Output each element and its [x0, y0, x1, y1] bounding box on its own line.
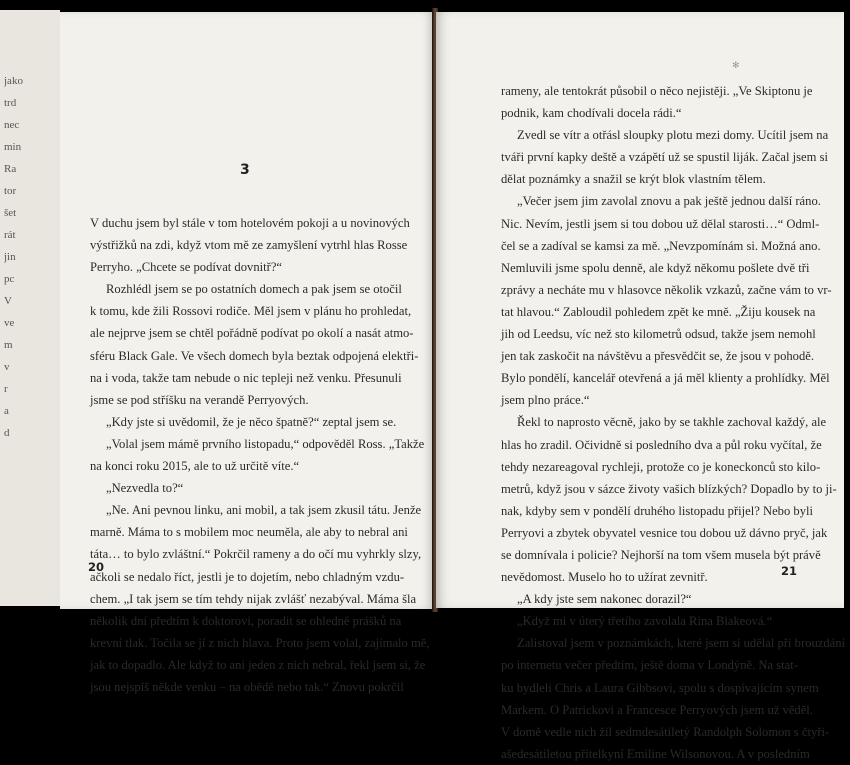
text-line: Perryho. „Chcete se podívat dovnitř?“ [90, 260, 282, 275]
left-page-number: 20 [88, 560, 105, 574]
underlying-page-edge [0, 10, 60, 606]
text-line: rameny, ale tentokrát působil o něco nejistěji. „Ve Skiptonu je [501, 84, 813, 98]
text-line: ačkoli se nedalo říct, jestli je to dojetím, nebo chladným vzdu- [90, 569, 405, 584]
text-line: V duchu jsem byl stále v tom hotelovém pokoji a u novinových [90, 216, 410, 230]
underlying-text-fragment: ve [4, 317, 15, 329]
underlying-text-fragment: Ra [4, 163, 17, 175]
underlying-text-fragment: r [4, 383, 8, 395]
text-line: jen tak zaskočit na návštěvu a přesvědčit se, že jsou v pohodě. [501, 349, 814, 364]
text-line: ale nejprve jsem se chtěl pořádně podívat po okolí a nasát atmo- [90, 326, 414, 341]
text-line: Perryovi a zbytek obyvatel vesnice tou dobou už dávno pryč, jak [501, 525, 828, 540]
text-line: tat hlavou.“ Zabloudil pohledem zpět ke mně. „Žiju kousek na [501, 304, 816, 319]
right-page [436, 12, 846, 761]
text-line: ku bydleli Chris a Laura Gibbsovi, spolu s dospívajícím synem [501, 680, 819, 695]
underlying-text-fragment: v [4, 361, 10, 373]
text-line: „Ne. Ani pevnou linku, ani mobil, a tak jsem zkusil tátu. Jenže [106, 503, 422, 518]
text-line: táta… to bylo zvláštní.“ Pokrčil rameny a do očí mu vyhrkly slzy, [90, 547, 422, 562]
text-line: „Kdy jste si uvědomil, že je něco špatně?“ zeptal jsem se. [106, 414, 397, 429]
underlying-text-fragment: a [4, 405, 9, 417]
text-line: „Nezvedla to?“ [106, 481, 184, 496]
text-line: jih od Leedsu, víc než sto kilometrů odsud, takže jsem nemohl [501, 327, 816, 342]
underlying-text-fragment: d [4, 427, 10, 439]
text-line: výstřižků na zdi, když vtom mě ze zamyšlení vytrhl hlas Rosse [90, 238, 408, 253]
text-line: Zalistoval jsem v poznámkách, které jsem si udělal při brouzdání [517, 636, 846, 651]
text-line: tváři první kapky deště a vzápětí už se spustil liják. Začal jsem si [501, 150, 828, 165]
text-line: se domnívala i policie? Nejhorší na tom všem musela být právě [501, 547, 821, 562]
left-page [60, 12, 433, 694]
text-line: čel se a zadíval se kamsi za mě. „Nevzpomínám si. Možná ano. [501, 238, 821, 253]
text-line: Nemluvili jsme spolu denně, ale když někomu pošlete dvě tři [501, 260, 810, 275]
underlying-text-fragment: nec [4, 119, 20, 131]
page-corner-mark: ✻ [732, 60, 740, 70]
text-line: V domě vedle nich žil sedmdesátiletý Randolph Solomon s čtyři- [501, 724, 830, 739]
text-line: sféru Black Gale. Ve všech domech byla beztak odpojená elektři- [90, 348, 419, 363]
text-line: jsou nejspíš někde venku – na obědě nebo tak.“ Znovu pokrčil [90, 679, 404, 694]
text-line: „Volal jsem mámě prvního listopadu,“ odpověděl Ross. „Takže [106, 436, 425, 451]
text-line: nevědomost. Muselo ho to užírat zevnitř. [501, 570, 708, 585]
underlying-text-fragment: jako [4, 75, 23, 87]
underlying-page-text [4, 70, 52, 490]
text-line: Nic. Nevím, jestli jsem si tou dobou už dělal starosti…“ Odml- [501, 216, 820, 231]
text-line: jsem plno práce.“ [501, 393, 590, 408]
text-line: metrů, když jsou v sázce životy vašich blízkých? Dopadlo by to ji- [501, 481, 837, 496]
text-line: chem. „I tak jsem se tím tehdy nijak zvlášť nezabýval. Máma šla [90, 591, 417, 606]
text-line: Markem. O Patrickovi a Francesce Perryových jsem už věděl. [501, 702, 813, 717]
underlying-text-fragment: V [4, 295, 12, 307]
text-line: ašedesátiletou přítelkyní Emiline Wilsonovou. A v posledním [501, 746, 810, 761]
underlying-text-fragment: rát [4, 229, 16, 241]
text-line: na i voda, takže tam nebude o nic tepleji než venku. Přesunuli [90, 370, 402, 385]
text-line: po internetu večer předtím, ještě doma v Londýně. Na stat- [501, 658, 798, 673]
underlying-text-fragment: min [4, 141, 22, 153]
underlying-text-fragment: tor [4, 185, 17, 197]
underlying-text-fragment: m [4, 339, 13, 351]
left-page-text [90, 212, 430, 698]
text-line: dělat poznámky a snažil se krýt blok vlastním tělem. [501, 172, 766, 187]
underlying-text-fragment: šet [4, 207, 17, 219]
underlying-text-fragment: jin [4, 251, 16, 263]
text-line: zprávy a necháte mu v hlasovce několik vzkazů, začne vám to vr- [501, 282, 832, 297]
text-line: k tomu, kde žili Rossovi rodiče. Měl jsem v plánu ho prohledat, [90, 304, 412, 319]
text-line: Bylo pondělí, kancelář otevřená a já měl klienty a prohlídky. Měl [501, 371, 830, 386]
text-line: tehdy nezareagoval rychleji, protože co je koneckonců sto kilo- [501, 459, 821, 474]
underlying-text-fragment: pc [4, 273, 15, 285]
text-line: jak to dopadlo. Ale když to ani jeden z nich nebral, řekl jsem si, že [90, 657, 426, 672]
text-line: na konci roku 2015, ale to už určitě víte.“ [90, 459, 300, 474]
text-line: „Když mi v úterý třetího zavolala Rina Blakeová.“ [517, 614, 773, 629]
text-line: nak, kdyby sem v pondělí druhého listopadu přijel? Nebo byli [501, 503, 813, 518]
text-line: krevní tlak. Točila se jí z nich hlava. Proto jsem volal, zajímalo mě, [90, 635, 430, 650]
text-line: „Večer jsem jim zavolal znovu a pak ještě jednou další ráno. [517, 194, 821, 209]
text-line: hlas ho zradil. Očividně si posledního dva a půl roku vyčítal, že [501, 437, 822, 452]
text-line: „A kdy jste sem nakonec dorazil?“ [517, 592, 692, 607]
right-page-text [501, 80, 846, 765]
right-page-number: 21 [781, 564, 798, 578]
underlying-text-fragment: trd [4, 97, 17, 109]
text-line: několik dní předtím k doktorovi, poradit se ohledně prášků na [90, 613, 402, 628]
text-line: Řekl to naprosto věcně, jako by se takhle zachoval každý, ale [517, 415, 827, 430]
text-line: Zvedl se vítr a otřásl sloupky plotu mezi domy. Ucítil jsem na [517, 128, 829, 143]
text-line: jsme se pod stříšku na verandě Perryových. [90, 392, 309, 407]
text-line: Rozhlédl jsem se po ostatních domech a pak jsem se otočil [106, 282, 402, 297]
chapter-number: 3 [240, 162, 250, 178]
text-line: marně. Máma to s mobilem moc neuměla, ale aby to nebral ani [90, 525, 408, 540]
text-line: podnik, kam chodívali docela rádi.“ [501, 106, 682, 121]
